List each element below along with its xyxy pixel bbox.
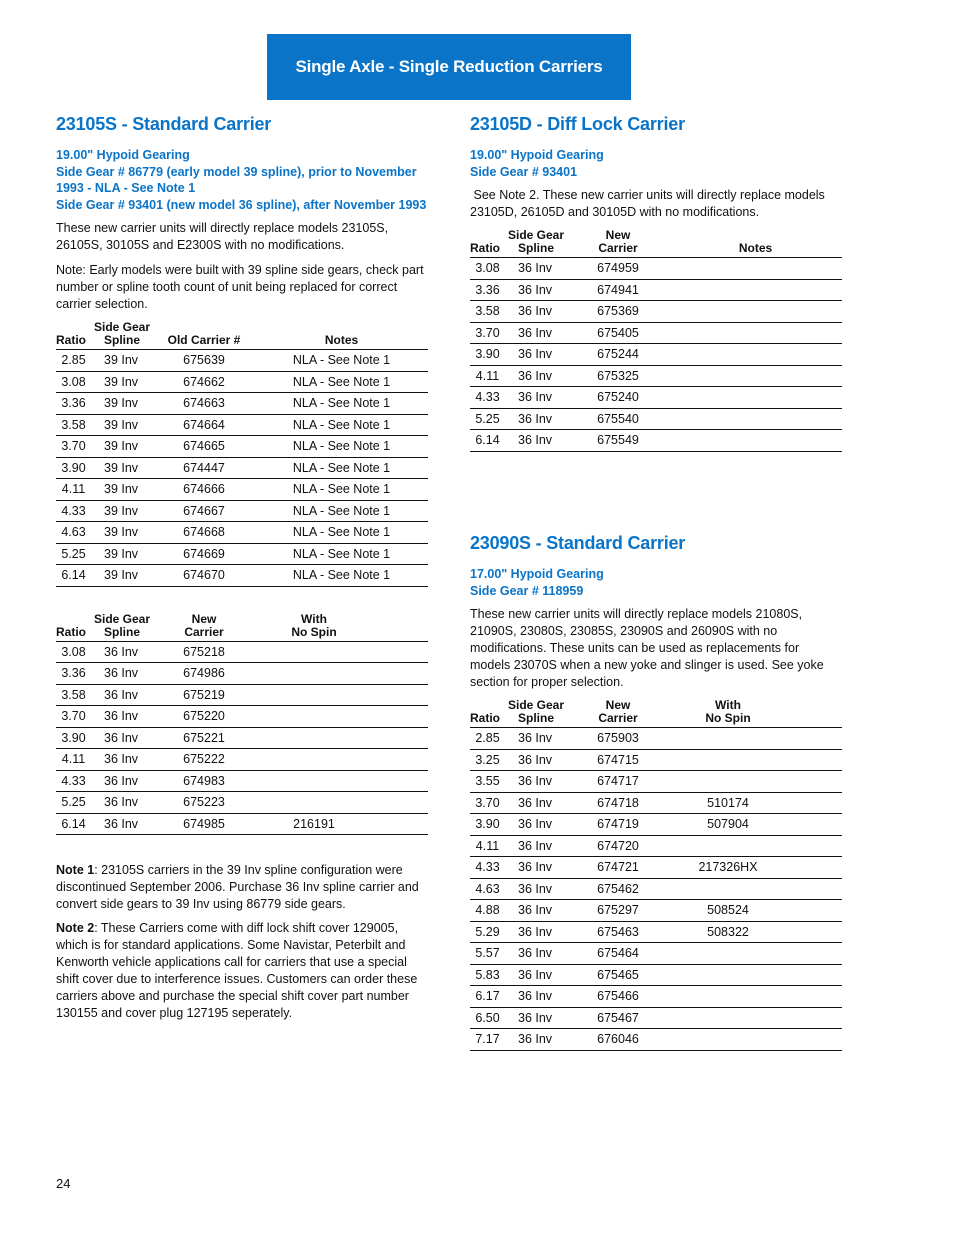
col-old-carrier: Old Carrier # <box>153 321 255 350</box>
carrier-cell: 674959 <box>567 258 669 280</box>
extra-cell <box>255 663 428 685</box>
extra-cell <box>255 792 428 814</box>
extra-cell <box>669 430 842 452</box>
table-row <box>470 408 842 430</box>
col-notes: Notes <box>669 229 842 258</box>
extra-cell <box>669 878 842 900</box>
extra-cell: NLA - See Note 1 <box>255 414 428 436</box>
spline-cell: 36 Inv <box>505 430 567 452</box>
col-ratio: Ratio <box>470 229 505 258</box>
spline-cell: 36 Inv <box>505 878 567 900</box>
gear-line: Side Gear # 86779 (early model 39 spline), prior to November 1993 - NLA - See Note 1 <box>56 164 417 195</box>
table-row <box>56 770 428 792</box>
carrier-cell: 675464 <box>567 943 669 965</box>
table-row <box>56 641 428 663</box>
ratio-cell: 3.08 <box>470 258 505 280</box>
extra-cell: NLA - See Note 1 <box>255 522 428 544</box>
ratio-cell: 4.33 <box>470 387 505 409</box>
carrier-cell: 676046 <box>567 1029 669 1051</box>
section-23105s <box>56 114 428 1022</box>
table-row <box>56 350 428 372</box>
extra-cell <box>669 258 842 280</box>
section-title: 23105D - Diff Lock Carrier <box>470 114 685 134</box>
description: These new carrier units will directly replace models 21080S, 21090S, 23080S, 23085S, 23090S and 26090S with no modifications. These units can be used as replacements for models 23070S when a new yoke and slinger is used. See yoke section for proper selection. <box>470 607 824 689</box>
ratio-cell: 3.70 <box>56 436 91 458</box>
carrier-cell: 674719 <box>567 814 669 836</box>
extra-cell <box>669 943 842 965</box>
carrier-cell: 675467 <box>567 1007 669 1029</box>
carrier-cell: 674669 <box>153 543 255 565</box>
spline-cell: 36 Inv <box>505 1007 567 1029</box>
table-row <box>470 301 842 323</box>
ratio-cell: 3.36 <box>56 393 91 415</box>
ratio-cell: 4.33 <box>56 500 91 522</box>
col-ratio: Ratio <box>56 321 91 350</box>
gear-line: Side Gear # 93401 (new model 36 spline), after November 1993 <box>56 197 427 212</box>
carrier-cell: 675465 <box>567 964 669 986</box>
table-row <box>56 565 428 587</box>
ratio-cell: 3.36 <box>470 279 505 301</box>
note-2-label: Note 2 <box>56 921 95 935</box>
standard-carrier-table <box>470 699 842 1051</box>
extra-cell: 508322 <box>669 921 842 943</box>
gear-line: Side Gear # 93401 <box>470 164 578 179</box>
extra-cell <box>669 835 842 857</box>
section-title: 23105S - Standard Carrier <box>56 114 272 134</box>
spline-cell: 36 Inv <box>505 943 567 965</box>
carrier-cell: 674715 <box>567 749 669 771</box>
extra-cell <box>669 1007 842 1029</box>
carrier-cell: 675369 <box>567 301 669 323</box>
spline-cell: 36 Inv <box>91 727 153 749</box>
spline-cell: 39 Inv <box>91 350 153 372</box>
carrier-cell: 675549 <box>567 430 669 452</box>
ratio-cell: 3.70 <box>470 322 505 344</box>
ratio-cell: 6.14 <box>470 430 505 452</box>
spline-cell: 36 Inv <box>505 921 567 943</box>
old-carrier-table <box>56 321 428 587</box>
col-spline: Side Gear Spline <box>505 229 567 258</box>
ratio-cell: 4.33 <box>470 857 505 879</box>
extra-cell: NLA - See Note 1 <box>255 393 428 415</box>
ratio-cell: 4.63 <box>56 522 91 544</box>
ratio-cell: 3.25 <box>470 749 505 771</box>
spline-cell: 36 Inv <box>505 964 567 986</box>
note-2-text: : These Carriers come with diff lock shift cover 129005, which is for standard applications. Some Navistar, Peterbilt and Kenworth vehicle applications call for carriers that use a special shift cover due to interference issues. Customers can order these carriers above and purchase the special shift cover part number 130155 and cover plug 127195 seperately. <box>56 921 418 1020</box>
carrier-cell: 674983 <box>153 770 255 792</box>
description: These new carrier units will directly replace models 23105S, 26105S, 30105S and E2300S with no modifications. <box>56 221 389 252</box>
carrier-cell: 674717 <box>567 771 669 793</box>
extra-cell: 510174 <box>669 792 842 814</box>
table-row <box>56 371 428 393</box>
ratio-cell: 3.58 <box>56 684 91 706</box>
carrier-cell: 675219 <box>153 684 255 706</box>
carrier-cell: 674670 <box>153 565 255 587</box>
extra-cell <box>669 771 842 793</box>
table-row <box>56 457 428 479</box>
table-row <box>470 322 842 344</box>
extra-cell: NLA - See Note 1 <box>255 479 428 501</box>
new-carrier-table <box>56 613 428 836</box>
table-row <box>470 792 842 814</box>
spline-cell: 39 Inv <box>91 522 153 544</box>
spline-cell: 39 Inv <box>91 436 153 458</box>
spline-cell: 36 Inv <box>505 344 567 366</box>
page-number: 24 <box>56 1176 71 1191</box>
carrier-cell: 674986 <box>153 663 255 685</box>
spline-cell: 36 Inv <box>505 322 567 344</box>
carrier-cell: 674663 <box>153 393 255 415</box>
carrier-cell: 675325 <box>567 365 669 387</box>
section-23105d <box>470 114 842 452</box>
table-row <box>56 500 428 522</box>
spline-cell: 36 Inv <box>505 258 567 280</box>
spline-cell: 39 Inv <box>91 565 153 587</box>
carrier-cell: 675222 <box>153 749 255 771</box>
ratio-cell: 3.70 <box>56 706 91 728</box>
table-row <box>470 857 842 879</box>
extra-cell: NLA - See Note 1 <box>255 371 428 393</box>
col-spline: Side Gear Spline <box>505 699 567 728</box>
carrier-cell: 674665 <box>153 436 255 458</box>
spline-cell: 36 Inv <box>505 1029 567 1051</box>
ratio-cell: 6.14 <box>56 565 91 587</box>
ratio-cell: 4.11 <box>56 749 91 771</box>
ratio-cell: 5.83 <box>470 964 505 986</box>
spline-cell: 36 Inv <box>505 814 567 836</box>
table-row <box>56 749 428 771</box>
spline-cell: 39 Inv <box>91 414 153 436</box>
spline-cell: 39 Inv <box>91 457 153 479</box>
section-title: 23090S - Standard Carrier <box>470 533 686 553</box>
extra-cell: NLA - See Note 1 <box>255 350 428 372</box>
carrier-cell: 674720 <box>567 835 669 857</box>
col-new-carrier: New Carrier <box>153 613 255 642</box>
extra-cell: NLA - See Note 1 <box>255 436 428 458</box>
spline-cell: 39 Inv <box>91 393 153 415</box>
table-row <box>470 365 842 387</box>
ratio-cell: 3.55 <box>470 771 505 793</box>
ratio-cell: 3.08 <box>56 371 91 393</box>
extra-cell <box>669 279 842 301</box>
ratio-cell: 5.25 <box>470 408 505 430</box>
carrier-cell: 675218 <box>153 641 255 663</box>
table-row <box>56 522 428 544</box>
extra-cell <box>669 749 842 771</box>
spline-cell: 36 Inv <box>91 706 153 728</box>
carrier-cell: 675903 <box>567 728 669 750</box>
carrier-cell: 674666 <box>153 479 255 501</box>
carrier-cell: 674985 <box>153 813 255 835</box>
extra-cell <box>255 641 428 663</box>
ratio-cell: 4.33 <box>56 770 91 792</box>
spline-cell: 36 Inv <box>505 900 567 922</box>
spline-cell: 36 Inv <box>505 408 567 430</box>
note-1-label: Note 1 <box>56 863 95 877</box>
ratio-cell: 3.90 <box>56 727 91 749</box>
carrier-cell: 674667 <box>153 500 255 522</box>
ratio-cell: 4.63 <box>470 878 505 900</box>
table-row <box>56 393 428 415</box>
col-no-spin: With No Spin <box>255 613 428 642</box>
ratio-cell: 4.11 <box>470 835 505 857</box>
table-row <box>56 706 428 728</box>
extra-cell: 507904 <box>669 814 842 836</box>
carrier-cell: 674662 <box>153 371 255 393</box>
extra-cell <box>669 1029 842 1051</box>
table-row <box>56 436 428 458</box>
carrier-cell: 675297 <box>567 900 669 922</box>
extra-cell <box>255 749 428 771</box>
spline-cell: 36 Inv <box>505 857 567 879</box>
spline-cell: 39 Inv <box>91 371 153 393</box>
col-notes: Notes <box>255 321 428 350</box>
col-ratio: Ratio <box>470 699 505 728</box>
table-row <box>470 387 842 409</box>
table-row <box>470 1007 842 1029</box>
section-23090s <box>470 533 842 1051</box>
spline-cell: 36 Inv <box>91 792 153 814</box>
table-row <box>470 258 842 280</box>
table-row <box>56 813 428 835</box>
extra-cell <box>669 964 842 986</box>
ratio-cell: 3.90 <box>56 457 91 479</box>
carrier-cell: 675240 <box>567 387 669 409</box>
table-row <box>56 414 428 436</box>
spline-cell: 36 Inv <box>505 986 567 1008</box>
table-row <box>470 835 842 857</box>
ratio-cell: 3.90 <box>470 344 505 366</box>
extra-cell <box>669 728 842 750</box>
col-ratio: Ratio <box>56 613 91 642</box>
ratio-cell: 4.88 <box>470 900 505 922</box>
spline-cell: 36 Inv <box>91 770 153 792</box>
extra-cell <box>255 770 428 792</box>
spline-cell: 36 Inv <box>505 365 567 387</box>
description: See Note 2. These new carrier units will directly replace models 23105D, 26105D and 30105D with no modifications. <box>470 188 829 219</box>
table-row <box>470 900 842 922</box>
carrier-cell: 675223 <box>153 792 255 814</box>
gear-line: Side Gear # 118959 <box>470 583 584 598</box>
carrier-cell: 675220 <box>153 706 255 728</box>
ratio-cell: 4.11 <box>56 479 91 501</box>
carrier-cell: 674941 <box>567 279 669 301</box>
extra-cell <box>669 986 842 1008</box>
col-new-carrier: New Carrier <box>567 229 669 258</box>
table-row <box>470 921 842 943</box>
table-row <box>470 279 842 301</box>
ratio-cell: 3.90 <box>470 814 505 836</box>
carrier-cell: 675466 <box>567 986 669 1008</box>
gear-line: 19.00" Hypoid Gearing <box>56 148 190 162</box>
table-row <box>470 749 842 771</box>
ratio-cell: 4.11 <box>470 365 505 387</box>
ratio-cell: 3.58 <box>470 301 505 323</box>
table-row <box>56 684 428 706</box>
carrier-cell: 675540 <box>567 408 669 430</box>
table-row <box>470 771 842 793</box>
ratio-cell: 5.25 <box>56 792 91 814</box>
col-no-spin: With No Spin <box>669 699 842 728</box>
carrier-cell: 674664 <box>153 414 255 436</box>
col-spline: Side Gear Spline <box>91 321 153 350</box>
extra-cell <box>669 387 842 409</box>
carrier-cell: 674668 <box>153 522 255 544</box>
ratio-cell: 3.58 <box>56 414 91 436</box>
table-row <box>470 814 842 836</box>
extra-cell <box>255 706 428 728</box>
spline-cell: 39 Inv <box>91 479 153 501</box>
table-row <box>470 964 842 986</box>
extra-cell: NLA - See Note 1 <box>255 543 428 565</box>
table-row <box>470 1029 842 1051</box>
table-row <box>470 878 842 900</box>
ratio-cell: 2.85 <box>470 728 505 750</box>
carrier-cell: 674447 <box>153 457 255 479</box>
spline-cell: 36 Inv <box>505 792 567 814</box>
extra-cell <box>669 301 842 323</box>
extra-cell <box>669 408 842 430</box>
table-row <box>470 728 842 750</box>
note-paragraph: Note: Early models were built with 39 spline side gears, check part number or spline tooth count of unit being replaced for correct carrier selection. <box>56 263 424 311</box>
carrier-cell: 675462 <box>567 878 669 900</box>
spline-cell: 36 Inv <box>505 771 567 793</box>
spline-cell: 36 Inv <box>505 835 567 857</box>
ratio-cell: 3.70 <box>470 792 505 814</box>
extra-cell: 216191 <box>255 813 428 835</box>
table-row <box>56 792 428 814</box>
extra-cell <box>255 684 428 706</box>
spline-cell: 36 Inv <box>505 728 567 750</box>
ratio-cell: 6.14 <box>56 813 91 835</box>
ratio-cell: 2.85 <box>56 350 91 372</box>
note-2 <box>56 920 428 1022</box>
extra-cell: NLA - See Note 1 <box>255 457 428 479</box>
carrier-cell: 675221 <box>153 727 255 749</box>
extra-cell: 217326HX <box>669 857 842 879</box>
table-row <box>56 727 428 749</box>
table-row <box>56 543 428 565</box>
ratio-cell: 3.36 <box>56 663 91 685</box>
spline-cell: 36 Inv <box>91 813 153 835</box>
gear-line: 17.00" Hypoid Gearing <box>470 567 604 581</box>
spline-cell: 39 Inv <box>91 500 153 522</box>
table-row <box>470 430 842 452</box>
carrier-cell: 674721 <box>567 857 669 879</box>
ratio-cell: 5.57 <box>470 943 505 965</box>
carrier-cell: 675639 <box>153 350 255 372</box>
table-row <box>470 986 842 1008</box>
carrier-cell: 674718 <box>567 792 669 814</box>
ratio-cell: 7.17 <box>470 1029 505 1051</box>
table-row <box>56 479 428 501</box>
ratio-cell: 5.25 <box>56 543 91 565</box>
extra-cell <box>669 365 842 387</box>
page-banner: Single Axle - Single Reduction Carriers <box>267 34 631 100</box>
ratio-cell: 3.08 <box>56 641 91 663</box>
spline-cell: 36 Inv <box>91 749 153 771</box>
extra-cell: NLA - See Note 1 <box>255 500 428 522</box>
carrier-cell: 675244 <box>567 344 669 366</box>
note-1-text: : 23105S carriers in the 39 Inv spline configuration were discontinued September 2006. Purchase 36 Inv spline carrier and convert side gears to 39 Inv using 86779 side gears. <box>56 863 419 911</box>
table-row <box>470 943 842 965</box>
ratio-cell: 5.29 <box>470 921 505 943</box>
ratio-cell: 6.50 <box>470 1007 505 1029</box>
spline-cell: 36 Inv <box>505 749 567 771</box>
ratio-cell: 6.17 <box>470 986 505 1008</box>
spline-cell: 36 Inv <box>505 279 567 301</box>
extra-cell: NLA - See Note 1 <box>255 565 428 587</box>
col-spline: Side Gear Spline <box>91 613 153 642</box>
spline-cell: 36 Inv <box>91 663 153 685</box>
extra-cell <box>669 322 842 344</box>
spline-cell: 36 Inv <box>91 684 153 706</box>
spline-cell: 36 Inv <box>505 301 567 323</box>
extra-cell <box>669 344 842 366</box>
table-row <box>470 344 842 366</box>
extra-cell: 508524 <box>669 900 842 922</box>
spline-cell: 36 Inv <box>505 387 567 409</box>
carrier-cell: 675463 <box>567 921 669 943</box>
extra-cell <box>255 727 428 749</box>
gear-line: 19.00" Hypoid Gearing <box>470 148 604 162</box>
carrier-cell: 675405 <box>567 322 669 344</box>
note-1 <box>56 862 428 913</box>
col-new-carrier: New Carrier <box>567 699 669 728</box>
spline-cell: 39 Inv <box>91 543 153 565</box>
diff-lock-table <box>470 229 842 452</box>
spline-cell: 36 Inv <box>91 641 153 663</box>
table-row <box>56 663 428 685</box>
